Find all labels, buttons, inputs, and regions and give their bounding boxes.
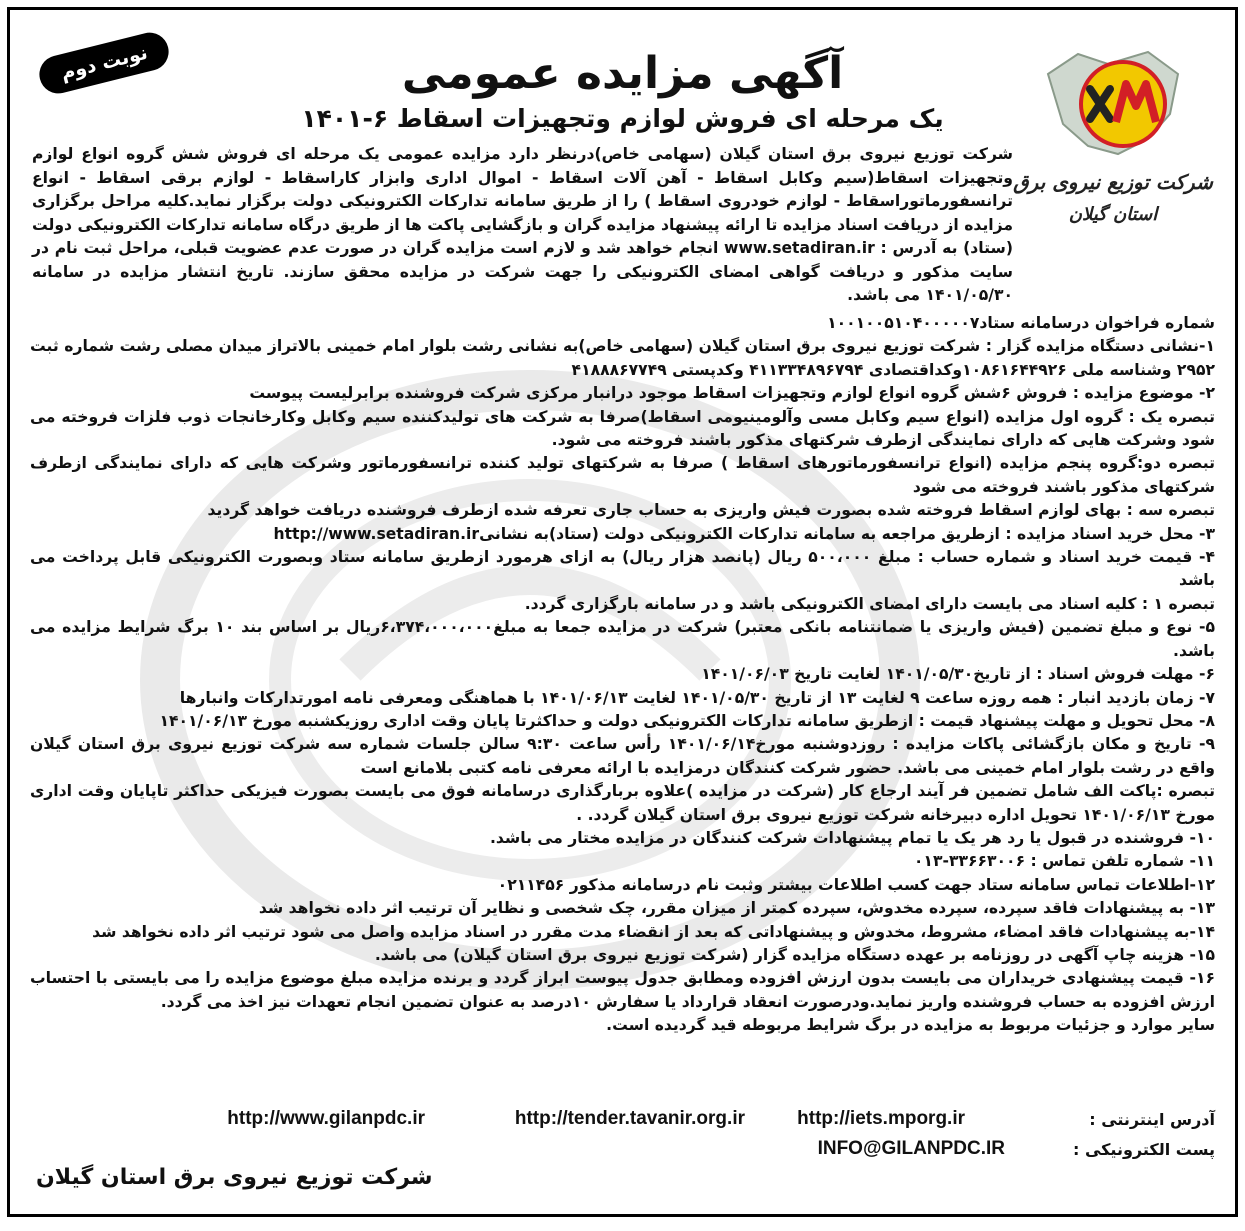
list-item: ۱۰- فروشنده در قبول یا رد هر یک یا تمام پیشنهادات شرکت کنندگان در مزایده مختار می باشد.: [489, 828, 1215, 847]
intro-paragraph: شرکت توزیع نیروی برق استان گیلان (سهامی خاص)درنظر دارد مزایده عمومی یک مرحله ای فروش شش گروه انواع لوازم وتجهیزات اسقاط(سیم وکابل اسقاط - آهن آلات اسقاط - اموال اداری وابزار کاراسقاط - لوازم برقی اسقاط - انواع ترانسفورماتوراسقاط - لوازم خودروی اسقاط ) را از طریق سامانه تدارکات الکترونیکی دولت برگزار نماید.کلیه مراحل برگزاری مزایده از دریافت اسناد مزایده تا ارائه پیشنهاد مزایده گران و بازگشایی پاکت ها از طریق درگاه سامانه تدارکات الکترونیکی دولت (ستاد) به آدرس : www.setadiran.ir انجام خواهد شد و لازم است مزایده گران در صورت عدم عضویت قبلی، مراحل ثبت نام در سایت مذکور و دریافت گواهی امضای الکترونیکی را جهت شرکت در مزایده محقق سازند. تاریخ انتشار مزایده در سامانه ۱۴۰۱/۰۵/۳۰ می باشد.: [32, 145, 1013, 304]
list-item: ۱۵- هزینه چاپ آگهی در روزنامه بر عهده دستگاه مزایده گزار (شرکت توزیع نیروی برق استان گیلان) می باشد.: [374, 945, 1215, 964]
list-item: سایر موارد و جزئیات مربوط به مزایده در برگ شرایط مربوطه قید گردیده است.: [606, 1016, 1215, 1035]
list-item: تبصره ۱ : کلیه اسناد می بایست دارای امضای الکترونیکی باشد و در سامانه بارگزاری گردد.: [524, 594, 1215, 613]
list-item: ۲- موضوع مزایده : فروش ۶شش گروه انواع لوازم وتجهیزات اسقاط موجود درانبار مرکزی شرکت فروشنده برابرلیست پیوست: [249, 384, 1215, 403]
contact-section: [30, 1108, 1215, 1168]
list-item: ۵- نوع و مبلغ تضمین (فیش واریزی یا ضمانتنامه بانکی معتبر) شرکت در مزایده جمعا به مبلغ۶،۳۷۴،۰۰۰،۰۰۰ریال بر اساس بند ۱۰ برگ شرایط مزایده می باشد.: [30, 618, 1215, 660]
list-item: ۸- محل تحویل و مهلت پیشنهاد قیمت : ازطریق سامانه تدارکات الکترونیکی دولت و حداکثرتا پایان وقت اداری روزیکشنبه مورخ ۱۴۰۱/۰۶/۱۳: [159, 711, 1215, 730]
web-link-tavanir[interactable]: http://tender.tavanir.org.ir: [514, 1108, 745, 1129]
web-link-mporg[interactable]: http://iets.mporg.ir: [797, 1108, 965, 1129]
web-addresses-row: [30, 1108, 1215, 1138]
email-link[interactable]: INFO@GILANPDC.IR: [817, 1138, 1005, 1159]
page-title: آگهی مزایده عمومی: [401, 48, 844, 99]
company-signature: شرکت توزیع نیروی برق استان گیلان: [36, 1165, 433, 1190]
email-row: [30, 1138, 1215, 1168]
list-item: تبصره :پاکت الف شامل تضمین فر آیند ارجاع کار (شرکت در مزایده )علاوه بربارگذاری درسامانه فوق می بایست بصورت فیزیکی حداکثر تاپایان وقت اداری مورخ ۱۴۰۱/۰۶/۱۳ تحویل اداره دبیرخانه شرکت توزیع نیروی برق استان گیلان گردد. .: [30, 782, 1215, 824]
page-subtitle: یک مرحله ای فروش لوازم وتجهیزات اسقاط ۶-۱۴۰۱: [301, 104, 944, 133]
list-item: ۱۲-اطلاعات تماس سامانه ستاد جهت کسب اطلاعات بیشتر وثبت نام درسامانه مذکور ۰۲۱۱۴۵۶: [497, 875, 1215, 894]
list-item: ۱۶- قیمت پیشنهادی خریداران می بایست بدون ارزش افزوده ومطابق جدول پیوست ابراز گردد و برنده مزایده مبلغ موضوع مزایده را می بایستی با احتساب ارزش افزوده به حساب فروشنده واریز نماید.ودرصورت انعقاد قرارداد یا سفارش ۱۰درصد به عنوان تضمین انجام تعهدات نیز اخذ می گردد.: [30, 969, 1215, 1011]
auction-notice: [7, 7, 1238, 1217]
list-item: ۱۱- شماره تلفن تماس : ۳۳۶۶۳۰۰۶-۰۱۳: [913, 852, 1215, 871]
list-item: ۴- قیمت خرید اسناد و شماره حساب : مبلغ ۵۰۰،۰۰۰ ریال (پانصد هزار ریال) به ازای هرمورد ازطریق سامانه ستاد وبصورت الکترونیکی قابل پرداخت می باشد: [30, 548, 1216, 590]
list-item: ۱۳- به پیشنهادات فاقد سپرده، سپرده مخدوش، سپرده کمتر از میزان مقرر، چک شخصی و نظایر آن ترتیب اثر داده نخواهد شد: [258, 899, 1215, 918]
list-item: تبصره یک : گروه اول مزایده (انواع سیم وکابل مسی وآلومینیومی اسقاط)صرفا به شرکت های تولیدکننده سیم وکابل وکارخانجات ذوب فلزات فروخته می شود وشرکت هایی که دارای نمایندگی ازطرف شرکتهای مذکور باشند فروخته می شود.: [30, 407, 1215, 450]
list-item: ۱۴-به پیشنهادات فاقد امضاء، مشروط، مخدوش و پیشنهاداتی که بعد از انقضاء مدت مقرر در اسناد مزایده واصل می شود ترتیب اثر داده نخواهد شد: [92, 922, 1215, 941]
list-item: شماره فراخوان درسامانه ستاد۱۰۰۱۰۰۵۱۰۴۰۰۰۰۰۷: [827, 314, 1215, 332]
web-link-gilanpdc[interactable]: http://www.gilanpdc.ir: [227, 1108, 425, 1129]
list-item: ۹- تاریخ و مکان بازگشائی پاکات مزایده : روزدوشنبه مورخ۱۴۰۱/۰۶/۱۴ رأس ساعت ۹:۳۰ سالن جلسات شماره سه شرکت توزیع نیروی برق استان گیلان واقع در رشت بلوار امام خمینی می باشد. حضور شرکت کنندگان درمزایده با ارائه معرفی نامه کتبی بلامانع است: [30, 735, 1215, 777]
list-item: تبصره دو:گروه پنجم مزایده (انواع ترانسفورماتورهای اسقاط ) صرفا به شرکتهای تولید کننده ترانسفورماتور وشرکت هایی که دارای نمایندگی ازطرف شرکتهای مذکور باشند فروخته می شود: [30, 454, 1215, 496]
list-item: ۳- محل خرید اسناد مزایده : ازطریق مراجعه به سامانه تدارکات الکترونیکی دولت (ستاد)به نشانیhttp://www.setadiran.ir: [273, 524, 1215, 543]
conditions-list: [30, 312, 1215, 1038]
list-item: ۱-نشانی دستگاه مزایده گزار : شرکت توزیع نیروی برق استان گیلان (سهامی خاص)به نشانی رشت بلوار امام خمینی بالاتراز میدان مصلی رشت شماره ثبت ۲۹۵۲ وشناسه ملی ۱۰۸۶۱۶۴۴۹۲۶وکداقتصادی ۴۱۱۳۳۴۸۹۶۷۹۴ وکدپستی ۴۱۸۸۸۶۷۷۴۹: [30, 337, 1215, 379]
list-item: تبصره سه : بهای لوازم اسقاط فروخته شده بصورت فیش واریزی به حساب جاری تعرفه شده ازطرف فروشنده دریافت خواهد گردید: [207, 501, 1215, 520]
logo-province-name: استان گیلان: [1068, 204, 1158, 225]
email-label: پست الکترونیکی :: [1072, 1140, 1215, 1159]
round-badge: نوبت دوم: [35, 29, 173, 98]
company-logo: [1013, 44, 1213, 274]
web-label: آدرس اینترنتی :: [1089, 1110, 1215, 1129]
list-item: ۷- زمان بازدید انبار : همه روزه ساعت ۹ لغایت ۱۳ از تاریخ ۱۴۰۱/۰۵/۳۰ لغایت ۱۴۰۱/۰۶/۱۳ با هماهنگی ومعرفی نامه امورتدارکات وانبارها: [179, 688, 1215, 707]
logo-map-icon: [1038, 44, 1188, 164]
list-item: ۶- مهلت فروش اسناد : از تاریخ۱۴۰۱/۰۵/۳۰ لغایت تاریخ ۱۴۰۱/۰۶/۰۳: [701, 665, 1215, 684]
logo-company-name: شرکت توزیع نیروی برق: [1013, 170, 1213, 194]
